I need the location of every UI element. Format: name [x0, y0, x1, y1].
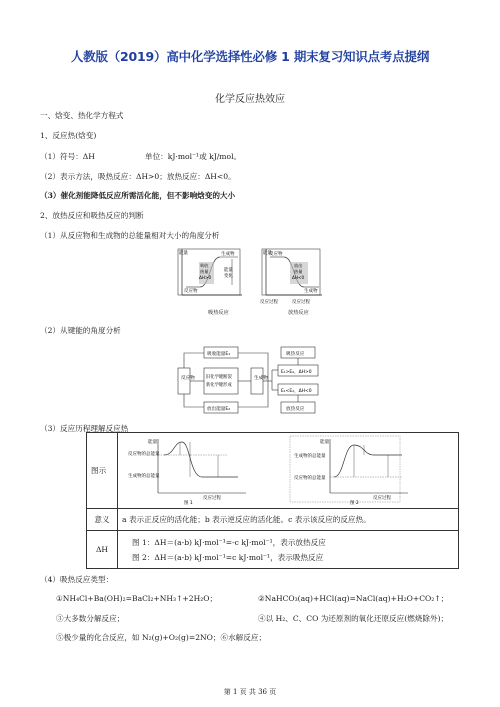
unit-line: 单位：kJ·mol⁻¹或 kJ/mol。 [145, 152, 242, 161]
table-row-figure [87, 433, 459, 509]
caption-exothermic: 放热反应 [288, 310, 309, 316]
figure-cell [118, 433, 459, 509]
product-box: 生成物 [254, 376, 268, 381]
caption-endothermic: 吸热反应 [208, 310, 229, 316]
graph2-label2: 反应物的总能量 [294, 476, 326, 481]
old-bond-break: 旧化学键断裂 [206, 375, 232, 380]
heading-judgement: 2、放热反应和吸热反应的判断 [40, 211, 144, 220]
left-dh: ΔH>0 [199, 275, 212, 280]
graph2-y: 能量 [320, 440, 330, 445]
type-2: ②NaHCO₃(aq)+HCl(aq)=NaCl(aq)+H₂O+CO₂↑； [258, 594, 449, 603]
graph1-cap: 图 1 [184, 501, 193, 506]
reaction-heat-table [86, 432, 459, 569]
energy-analysis-line: （1）从反应物和生成物的总能量相对大小的角度分析 [40, 231, 220, 240]
right-x-label: 反应过程 [292, 300, 310, 305]
row-label-dh: ΔH [87, 531, 118, 569]
e1-gt-e2: E₁>E₂，ΔH>0 [281, 370, 312, 375]
dh-cell [118, 531, 459, 569]
left-y-label: 能量 [179, 251, 188, 256]
dh-graph2: 图 2：ΔH＝(a-b) kJ·mol⁻¹=c kJ·mol⁻¹，表示吸热反应 [132, 552, 324, 562]
left-product: 生成物 [221, 252, 235, 257]
left-absorb: 吸收 [200, 263, 209, 268]
row-label-figure: 图示 [87, 433, 118, 509]
graph-1 [128, 438, 246, 506]
e1-lt-e2: E₁<E₂，ΔH<0 [281, 389, 312, 394]
left-reactant: 反应物 [184, 289, 198, 294]
type-1: ①NH₄Cl+Ba(OH)₂=BaCl₂+NH₃↑+2H₂O； [56, 594, 218, 603]
graph2-x: 反应过程 [373, 496, 391, 501]
graph1-x: 反应过程 [203, 496, 221, 501]
graph-2 [290, 436, 408, 506]
left-change1: 能量 [224, 268, 233, 273]
heading-enthalpy: 一、焓变、热化学方程式 [40, 111, 124, 120]
absorb-energy-box: 吸收能量E₁ [207, 352, 231, 357]
bond-energy-figure [176, 344, 322, 416]
type-4: ④以 H₂、C、CO 为还原剂的氧化还原反应(燃烧除外)； [258, 614, 449, 623]
left-heat: 热量 [200, 269, 209, 274]
endothermic-types-heading: （4）吸热反应类型： [40, 575, 114, 584]
energy-diagram-figure [176, 245, 326, 320]
symbol-line: （1）符号：ΔH [40, 152, 95, 161]
right-reactant: 反应物 [269, 252, 283, 257]
page-title: 人教版（2019）高中化学选择性必修 1 期末复习知识点考点提纲 [70, 49, 430, 64]
dh-graph1: 图 1：ΔH＝(a-b) kJ·mol⁻¹=-c kJ·mol⁻¹，表示放热反应 [132, 537, 326, 547]
right-product: 生成物 [304, 289, 318, 294]
left-change2: 变化 [224, 274, 233, 279]
representation-line: （2）表示方法，吸热反应：ΔH>0；放热反应：ΔH<0。 [40, 172, 236, 181]
left-x-label: 反应过程 [260, 300, 278, 305]
new-bond-form: 新化学键形成 [206, 383, 232, 388]
energy-diagram-svg [176, 245, 326, 320]
page-footer: 第 1 页 共 36 页 [223, 688, 277, 696]
right-y-label: 能量 [263, 251, 272, 256]
graph1-product: 生成物的总能量 [128, 474, 160, 479]
graph2-label1: 生成物的总能量 [294, 454, 326, 459]
right-dh: ΔH<0 [292, 275, 305, 280]
activation-energy-svg [118, 433, 458, 506]
pathway-line: （3）反应历程理解反应热 [40, 424, 129, 433]
graph1-reactant: 反应物的总能量 [128, 452, 160, 457]
reactant-box-1: 反应物 [181, 376, 195, 381]
section-title: 化学反应热效应 [215, 94, 285, 105]
meaning-cell: a 表示正反应的活化能；b 表示逆反应的活化能。c 表示该反应的反应热。 [118, 509, 459, 531]
exothermic-box: 放热反应 [286, 407, 305, 412]
type-5-6: ⑤极少量的化合反应，如 N₂(g)+O₂(g)=2NO；⑥水解反应； [56, 633, 267, 642]
heading-reaction-heat: 1、反应热(焓变) [40, 131, 97, 140]
row-label-meaning: 意义 [87, 509, 118, 531]
table-row-dh [87, 531, 459, 569]
type-3: ③大多数分解反应； [56, 614, 125, 623]
release-energy-box: 放出能量E₂ [207, 407, 231, 412]
bond-energy-svg [176, 344, 322, 416]
right-heat: 热量 [294, 269, 303, 274]
table-row-meaning [87, 509, 459, 531]
endothermic-box: 吸热反应 [286, 352, 305, 357]
graph1-y: 能量 [148, 440, 158, 445]
right-release: 放出 [294, 263, 303, 268]
catalyst-note: （3）催化剂能降低反应所需活化能，但不影响焓变的大小 [40, 191, 236, 200]
bond-energy-line: （2）从键能的角度分析 [40, 326, 121, 335]
graph2-cap: 图 2 [350, 501, 359, 506]
